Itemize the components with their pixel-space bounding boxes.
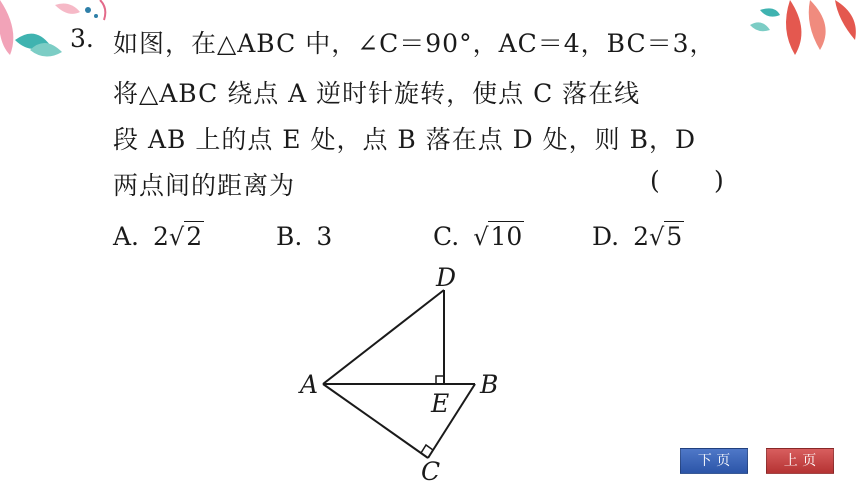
- question-line-2: 将△ABC 绕点 A 逆时针旋转，使点 C 落在线: [113, 79, 641, 108]
- option-c-letter: C.: [433, 222, 460, 251]
- label-E: E: [431, 389, 450, 418]
- option-b-value: 3: [316, 222, 333, 251]
- option-d-coef: 2: [633, 222, 650, 251]
- sqrt-symbol: √: [649, 223, 665, 251]
- option-a-coef: 2: [153, 222, 169, 251]
- option-b-letter: B.: [276, 222, 303, 251]
- question-line-4: 两点间的距离为: [113, 171, 296, 200]
- question-line-3: 段 AB 上的点 E 处，点 B 落在点 D 处，则 B，D: [113, 125, 697, 154]
- right-angle-mark-E: [436, 376, 444, 384]
- option-a-letter: A.: [113, 222, 140, 251]
- label-A: A: [300, 370, 319, 399]
- option-d-radicand: 5: [666, 222, 683, 251]
- previous-page-button[interactable]: 上 页: [766, 448, 834, 474]
- answer-bracket-open: (: [650, 166, 660, 195]
- label-C: C: [421, 457, 441, 484]
- option-b: [276, 222, 332, 251]
- option-a-radicand: 2: [186, 222, 203, 251]
- next-page-button[interactable]: 下 页: [680, 448, 748, 474]
- option-d-letter: D.: [592, 222, 620, 251]
- floral-decoration-left: [0, 0, 120, 70]
- floral-decoration-right: [750, 0, 860, 60]
- option-a: [113, 222, 204, 251]
- option-c: [433, 222, 524, 251]
- segment-AD: [323, 290, 444, 384]
- label-B: B: [480, 370, 499, 399]
- option-d: [592, 222, 684, 251]
- option-c-radicand: 10: [490, 222, 523, 251]
- answer-bracket-close: ): [714, 166, 724, 195]
- question-line-1: 如图，在△ABC 中，∠C＝90°，AC＝4，BC＝3，: [113, 29, 716, 58]
- question-number: 3.: [70, 24, 94, 53]
- sqrt-symbol: √: [473, 223, 489, 251]
- sqrt-symbol: √: [168, 223, 185, 251]
- segment-AC: [323, 384, 428, 458]
- label-D: D: [436, 263, 457, 292]
- triangle-figure: [290, 262, 530, 484]
